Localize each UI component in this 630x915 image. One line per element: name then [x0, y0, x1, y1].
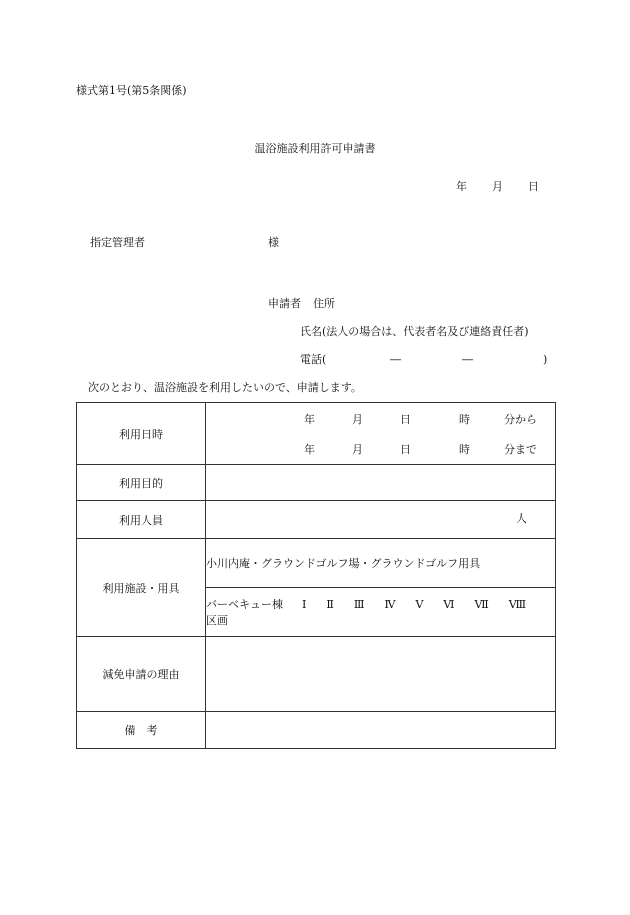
addressee-name: 指定管理者	[90, 236, 145, 249]
from-minute-label: 分から	[504, 413, 537, 426]
people-unit-label: 人	[516, 512, 527, 525]
reason-label: 減免申請の理由	[77, 637, 206, 712]
phone-label: 電話(	[300, 353, 327, 366]
purpose-field[interactable]	[206, 465, 556, 501]
bbq-section-2[interactable]: Ⅱ	[326, 598, 334, 611]
facility-option-bbq[interactable]	[206, 588, 556, 637]
table-row-purpose	[77, 465, 556, 501]
bbq-section-7[interactable]: Ⅶ	[474, 598, 489, 611]
to-minute-label: 分まで	[504, 443, 537, 456]
to-month-label: 月	[352, 443, 363, 456]
phone-dash: ―	[390, 353, 401, 366]
bbq-section-4[interactable]: Ⅳ	[384, 598, 396, 611]
usage-datetime-label: 利用日時	[77, 403, 206, 465]
bbq-section-6[interactable]: Ⅵ	[443, 598, 455, 611]
name-label: 氏名(法人の場合は、代表者名及び連絡責任者)	[300, 325, 529, 338]
from-month-label: 月	[352, 413, 363, 426]
reason-field[interactable]	[206, 637, 556, 712]
application-table	[76, 402, 556, 749]
bbq-section-8[interactable]: Ⅷ	[508, 598, 527, 611]
from-year-label: 年	[304, 413, 315, 426]
table-row-usage-datetime	[77, 403, 556, 465]
to-day-label: 日	[400, 443, 411, 456]
document-title: 温浴施設利用許可申請書	[254, 142, 376, 155]
applicant-label: 申請者	[268, 297, 301, 310]
from-day-label: 日	[400, 413, 411, 426]
bbq-section-1[interactable]: Ⅰ	[302, 598, 307, 611]
bbq-section-unit: 区画	[206, 614, 228, 627]
facility-option-hall-text: 小川内庵・グラウンドゴルフ場・グラウンドゴルフ用具	[206, 557, 481, 570]
people-field[interactable]	[206, 501, 556, 539]
phone-close-paren: )	[543, 353, 548, 366]
to-hour-label: 時	[459, 443, 470, 456]
date-day-label: 日	[528, 180, 539, 193]
facility-option-hall[interactable]	[206, 539, 556, 588]
bbq-section-5[interactable]: Ⅴ	[415, 598, 424, 611]
from-hour-label: 時	[459, 413, 470, 426]
usage-datetime-field[interactable]	[206, 403, 556, 465]
facilities-label: 利用施設・用具	[77, 539, 206, 637]
notes-field[interactable]	[206, 712, 556, 749]
table-row-reason	[77, 637, 556, 712]
table-row-facilities	[77, 539, 556, 588]
to-year-label: 年	[304, 443, 315, 456]
date-year-label: 年	[456, 180, 467, 193]
address-label: 住所	[313, 297, 335, 310]
intro-statement: 次のとおり、温浴施設を利用したいので、申請します。	[88, 381, 362, 394]
purpose-label: 利用目的	[77, 465, 206, 501]
date-month-label: 月	[492, 180, 503, 193]
addressee-suffix: 様	[268, 236, 279, 249]
bbq-section-3[interactable]: Ⅲ	[353, 598, 365, 611]
notes-label: 備 考	[77, 712, 206, 749]
form-number: 様式第1号(第5条関係)	[76, 84, 187, 97]
bbq-label: バーベキュー棟	[206, 598, 283, 611]
phone-dash: ―	[462, 353, 473, 366]
table-row-people	[77, 501, 556, 539]
table-row-notes	[77, 712, 556, 749]
people-label: 利用人員	[77, 501, 206, 539]
